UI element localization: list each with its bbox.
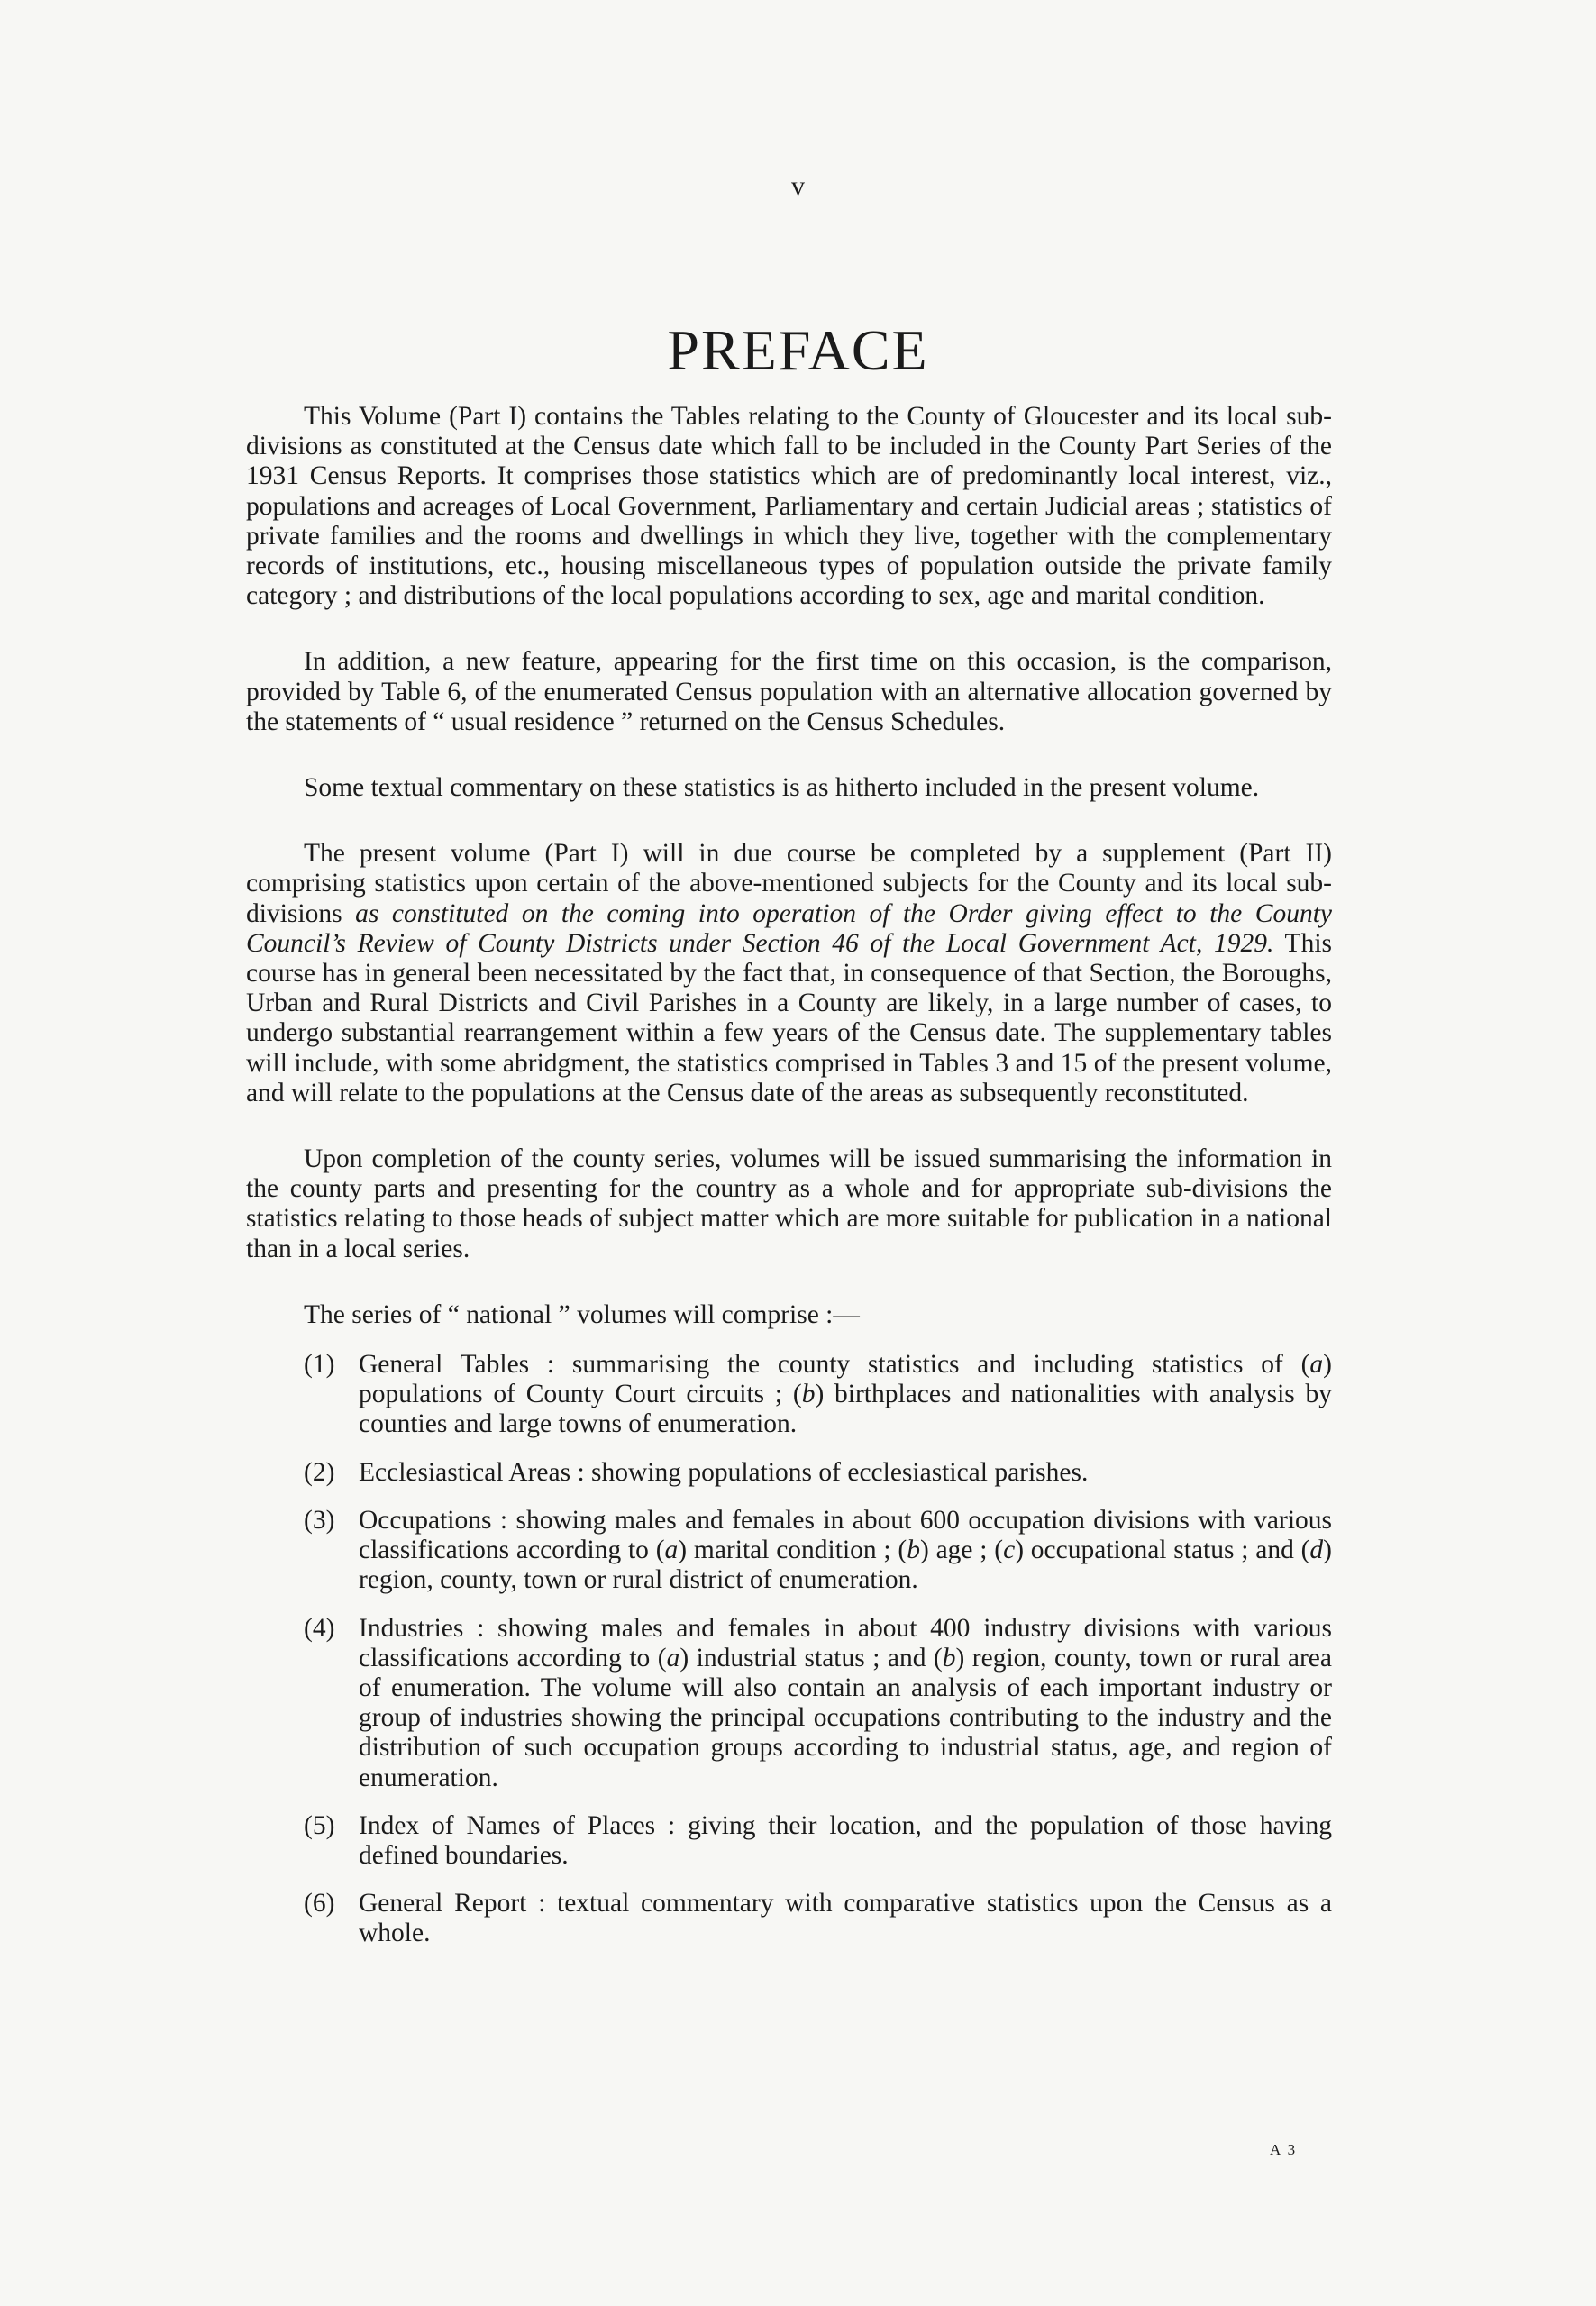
list-item-number: (1) (304, 1350, 335, 1380)
preface-body (246, 402, 1332, 1949)
list-item-text: Ecclesiastical Areas : showing populations of ecclesiastical parishes. (359, 1457, 1089, 1487)
list-item-italic-letter: b (907, 1536, 920, 1565)
list-item-text: Index of Names of Places : giving their location, and the population of those having defined boundaries. (359, 1810, 1332, 1870)
paragraph-4-text-a: The present volume (Part I) will in due course be completed by a supplement (Part II) comprising statistics upon certain of the above-mentioned subjects for the County and its local sub-divisions (246, 839, 1332, 928)
signature-mark: A 3 (1270, 2141, 1298, 2158)
page-title: PREFACE (667, 318, 929, 382)
list-item-number: (3) (304, 1505, 335, 1535)
list-item-text: ) region, county, town or rural area of enumeration. The volume will also contain an analysis of each important industry or group of industries showing the principal occupations contributing to the industry and the distribution of such occupation groups according to industrial status, age, and region of enumeration. (359, 1643, 1332, 1792)
list-item-italic-letter: a (1309, 1350, 1324, 1380)
list-item-number: (6) (304, 1889, 335, 1919)
paragraph-5: Upon completion of the county series, volumes will be issued summarising the information in the county parts and presenting for the country as a whole and for appropriate sub-divisions the statistics relating to those heads of subject matter which are more suitable for publication in a national than in a local series. (246, 1144, 1332, 1263)
paragraph-3: Some textual commentary on these statistics is as hitherto included in the present volume. (304, 773, 1260, 803)
list-item-text: ) industrial status ; and ( (679, 1643, 943, 1673)
list-item (246, 1614, 1332, 1793)
list-item-number: (5) (304, 1810, 335, 1840)
list-item (246, 1458, 1332, 1488)
list-item-text: ) marital condition ; ( (678, 1536, 907, 1565)
list-item (246, 1350, 1332, 1440)
paragraph-1: This Volume (Part I) contains the Tables relating to the County of Gloucester and its local sub-divisions as constituted at the Census date which fall to be included in the County Part Series of the 1931 Census Reports. It comprises those statistics which are of predominantly local interest, viz., populations and acreages of Local Government, Parliamentary and certain Judicial areas ; statistics of private families and the rooms and dwellings in which they live, together with the complementary records of institutions, etc., housing miscellaneous types of population outside the private family category ; and distributions of the local populations according to sex, age and marital condition. (246, 402, 1332, 611)
list-item-italic-letter: b (942, 1643, 956, 1673)
list-item-italic-letter: b (801, 1380, 816, 1409)
list-item-text: General Report : textual commentary with comparative statistics upon the Census as a whole. (359, 1889, 1332, 1948)
list-item-number: (4) (304, 1613, 335, 1643)
paragraph-2: In addition, a new feature, appearing for the first time on this occasion, is the comparison, provided by Table 6, of the enumerated Census population with an alternative allocation governed by the statements of “ usual residence ” returned on the Census Schedules. (246, 647, 1332, 736)
list-item-text: ) age ; ( (919, 1536, 1004, 1565)
list-item-italic-letter: c (1003, 1536, 1016, 1565)
list-item-text: General Tables : summarising the county statistics and including statistics of ( (359, 1350, 1310, 1380)
list-item (246, 1889, 1332, 1948)
list-item-italic-letter: a (666, 1643, 680, 1673)
list-item (246, 1811, 1332, 1871)
list-item-text: ) occupational status ; and ( (1015, 1536, 1310, 1565)
paragraph-4-italic: as constituted on the coming into operation of the Order giving effect to the County Council’s Review of County Districts under Section 46 of the Local Government Act, 1929. (246, 898, 1332, 958)
list-item-text: ) birthplaces and nationalities with analysis by counties and large towns of enumeration. (359, 1380, 1333, 1439)
volume-list (246, 1350, 1332, 1948)
list-item-text: ) populations of County Court circuits ; ( (359, 1350, 1332, 1409)
list-item-text: Industries : showing males and females in about 400 industry divisions with various classifications according to ( (359, 1613, 1332, 1673)
list-item-text: Occupations : showing males and females in about 600 occupation divisions with various classifications according to ( (359, 1505, 1332, 1565)
list-item-italic-letter: a (664, 1536, 679, 1565)
list-item (246, 1506, 1332, 1596)
list-item-italic-letter: d (1309, 1536, 1324, 1565)
paragraph-4 (246, 839, 1332, 1108)
paragraph-4-text-b: This course has in general been necessitated by the fact that, in consequence of that Section, the Boroughs, Urban and Rural Districts and Civil Parishes in a County are likely, in a large number of cases, to undergo substantial rearrangement within a few years of the Census date. The supplementary tables will include, with some abridgment, the statistics comprised in Tables 3 and 15 of the present volume, and will relate to the populations at the Census date of the areas as subsequently reconstituted. (246, 928, 1333, 1107)
list-item-number: (2) (304, 1457, 335, 1487)
list-item-text: ) region, county, town or rural district of enumeration. (359, 1536, 1332, 1595)
page-number: v (791, 171, 805, 201)
paragraph-6: The series of “ national ” volumes will comprise :— (304, 1299, 860, 1329)
